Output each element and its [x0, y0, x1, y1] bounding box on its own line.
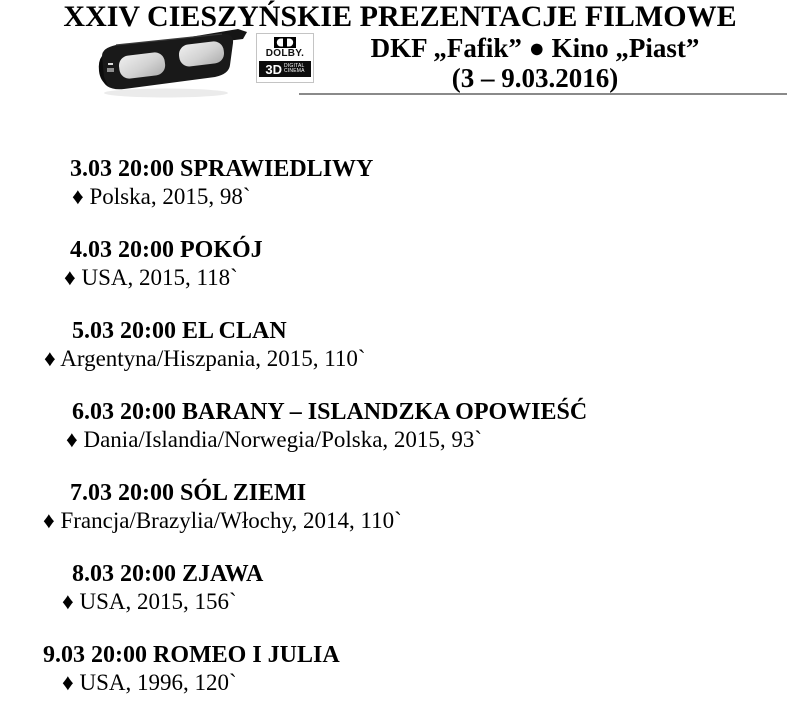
film-entry: [0, 155, 800, 211]
film-title: 8.03 20:00 ZJAWA: [72, 561, 264, 587]
film-title: 9.03 20:00 ROMEO I JULIA: [43, 642, 340, 668]
header-subtitle-block: [280, 33, 790, 93]
film-entry: [0, 236, 800, 292]
3d-glasses-graphic: [94, 27, 252, 99]
3d-glasses-icon: [94, 27, 252, 99]
film-details: ♦ USA, 1996, 120`: [62, 670, 237, 695]
film-details: ♦ Francja/Brazylia/Włochy, 2014, 110`: [43, 508, 402, 533]
film-entry: [0, 641, 800, 697]
film-title: 5.03 20:00 EL CLAN: [72, 318, 287, 344]
date-range-line: (3 – 9.03.2016): [451, 63, 619, 93]
header-divider: [299, 93, 787, 95]
film-entry: [0, 317, 800, 373]
film-title: 4.03 20:00 POKÓJ: [70, 237, 263, 263]
dolby-3d-label: 3D: [265, 61, 282, 77]
page-title: XXIV CIESZYŃSKIE PREZENTACJE FILMOWE: [63, 0, 737, 33]
film-entry: [0, 479, 800, 535]
film-details: ♦ Dania/Islandia/Norwegia/Polska, 2015, 93`: [66, 427, 483, 452]
dolby-digital-cinema-label: DIGITAL CINEMA: [283, 63, 305, 74]
film-list: [0, 155, 800, 722]
film-title: 3.03 20:00 SPRAWIEDLIWY: [70, 156, 374, 182]
club-line: DKF „Fafik” ● Kino „Piast”: [370, 33, 700, 63]
film-entry: [0, 398, 800, 454]
film-title: 6.03 20:00 BARANY – ISLANDZKA OPOWIEŚĆ: [72, 399, 588, 425]
film-details: ♦ USA, 2015, 156`: [62, 589, 237, 614]
dolby-wordmark: DOLBY.: [265, 48, 305, 59]
film-entry: [0, 560, 800, 616]
film-details: ♦ Argentyna/Hiszpania, 2015, 110`: [44, 346, 366, 371]
film-details: ♦ Polska, 2015, 98`: [72, 184, 251, 209]
film-details: ♦ USA, 2015, 118`: [64, 265, 238, 290]
film-title: 7.03 20:00 SÓL ZIEMI: [70, 480, 307, 506]
